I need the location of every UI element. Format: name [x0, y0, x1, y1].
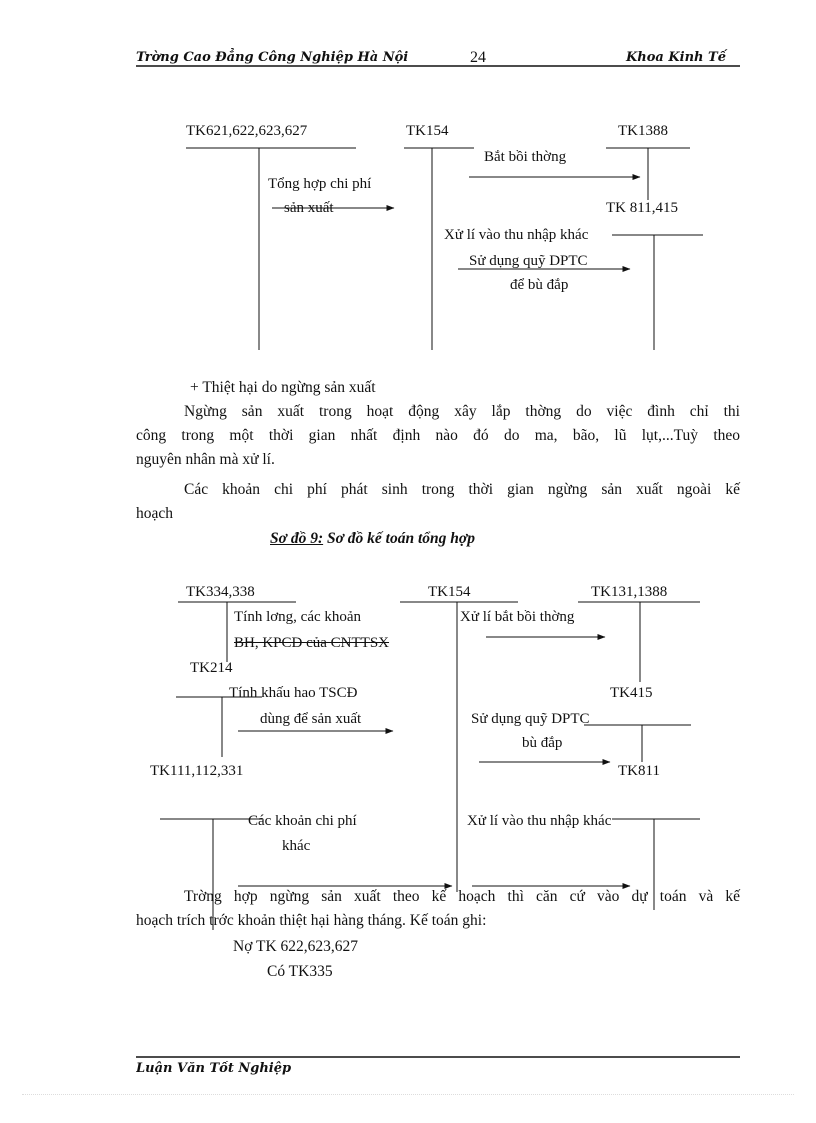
acct-tk811: TK811 — [618, 763, 660, 779]
paragraph-line: nguyên nhân mà xử lí. — [136, 451, 275, 468]
header-department: Khoa Kinh Tế — [626, 50, 726, 65]
flow-fund-label-2: để bù đắp — [510, 277, 569, 293]
diagram-title-text: Sơ đồ kế toán tổng hợp — [326, 530, 475, 547]
flow-income-label: Xử lí vào thu nhập khác — [467, 813, 612, 829]
paragraph-line: hoạch — [136, 505, 174, 522]
header-school: Trờng Cao Đẳng Công Nghiệp Hà Nội — [136, 50, 409, 65]
acct-tk154: TK154 — [406, 123, 449, 139]
diagram-title — [270, 530, 475, 548]
acct-tk415: TK415 — [610, 685, 653, 701]
acct-tk131: TK131,1388 — [591, 584, 668, 600]
acct-tk621: TK621,622,623,627 — [186, 123, 308, 139]
paragraph-line: Trờng hợp ngừng sản xuất theo kế hoạch thì căn cứ vào dự toán và kế — [184, 888, 740, 905]
flow-total-label-1: Tổng hợp chi phí — [268, 176, 372, 192]
diagram-title-prefix: Sơ đồ 9: — [270, 530, 324, 547]
flow-other-label-2: khác — [282, 838, 311, 854]
entry-credit: Có TK335 — [267, 963, 333, 980]
acct-tk334: TK334,338 — [186, 584, 255, 600]
flow-wage-label-2: BH, KPCĐ của CNTTSX — [234, 635, 390, 651]
flow-compensation-label: Bắt bồi thờng — [484, 149, 567, 165]
flow-depr-label-2: dùng để sản xuất — [260, 711, 362, 727]
acct-tk1388: TK1388 — [618, 123, 668, 139]
flow-fund-label-1: Sử dụng quỹ DPTC — [471, 711, 590, 727]
page-number: 24 — [470, 49, 486, 66]
flow-income-label: Xử lí vào thu nhập khác — [444, 227, 589, 243]
footer-text: Luận Văn Tốt Nghiệp — [136, 1061, 292, 1075]
flow-comp-label: Xử lí bắt bồi thờng — [460, 609, 575, 625]
page-edge-divider — [22, 1094, 794, 1095]
flow-fund-label-1: Sử dụng quỹ DPTC — [469, 253, 588, 269]
section-heading: + Thiệt hại do ngừng sản xuất — [190, 379, 376, 396]
flow-total-label-2: sản xuất — [284, 200, 334, 216]
flow-depr-label-1: Tính khấu hao TSCĐ — [229, 685, 358, 701]
acct-tk154: TK154 — [428, 584, 471, 600]
acct-tk111: TK111,112,331 — [150, 763, 244, 779]
paragraph-line: Ngừng sản xuất trong hoạt động xây lắp thờng do việc đình chỉ thi — [184, 403, 740, 420]
entry-debit: Nợ TK 622,623,627 — [233, 938, 359, 955]
paragraph-line: Các khoản chi phí phát sinh trong thời gian ngừng sản xuất ngoài kế — [184, 481, 740, 498]
paragraph-line: công trong một thời gian nhất định nào đó do ma, bão, lũ lụt,...Tuỳ theo — [136, 427, 740, 444]
flow-other-label-1: Các khoản chi phí — [248, 813, 357, 829]
acct-tk811: TK 811,415 — [606, 200, 678, 216]
acct-tk214: TK214 — [190, 660, 233, 676]
flow-wage-label-1: Tính lơng, các khoản — [234, 609, 362, 625]
flow-fund-label-2: bù đắp — [522, 735, 563, 751]
paragraph-line: hoạch trích trớc khoản thiệt hại hàng tháng. Kế toán ghi: — [136, 912, 487, 929]
